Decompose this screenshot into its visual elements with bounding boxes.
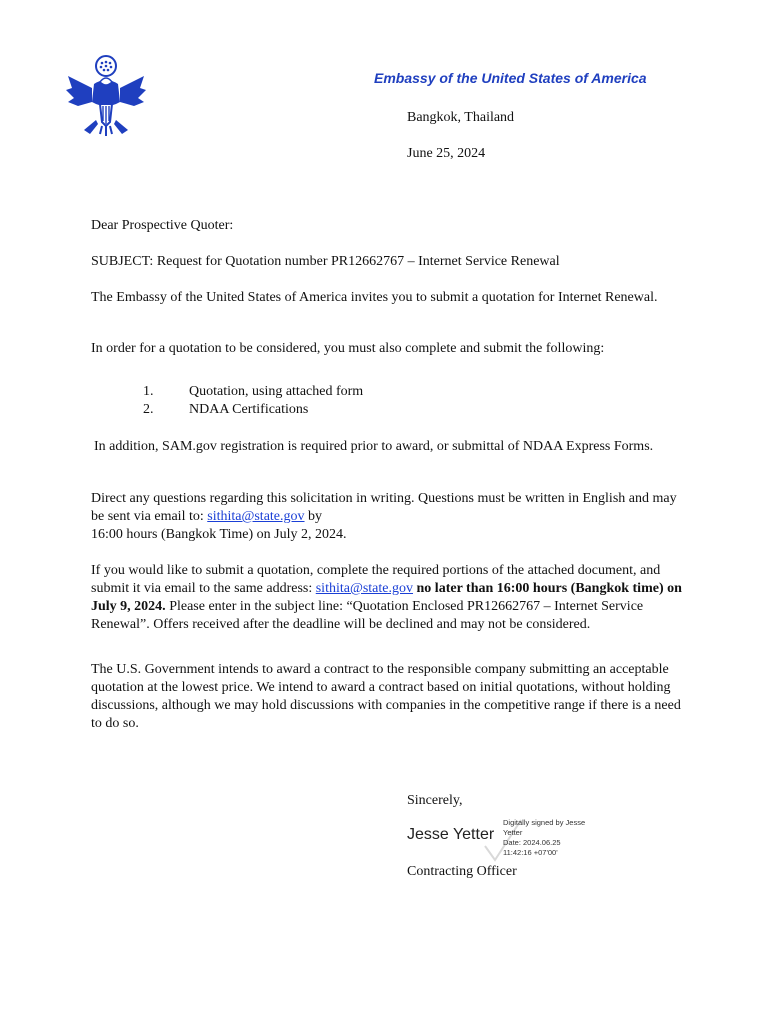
requirements-list — [143, 383, 363, 419]
subject-line: SUBJECT: Request for Quotation number PR12662767 – Internet Service Renewal — [91, 254, 560, 269]
digital-signature-line: Yetter — [503, 828, 523, 837]
list-item — [143, 383, 363, 401]
submission-deadline: no later than 16:00 hours (Bangkok time) on July 9, 2024. — [91, 581, 682, 614]
requirements-paragraph: In order for a quotation to be considered, you must also complete and submit the following: — [91, 341, 605, 356]
questions-paragraph — [91, 490, 691, 544]
submission-instructions: Please enter in the subject line: “Quotation Enclosed PR12662767 – Internet Service Renewal”. Offers received after the deadline will be declined and may not be considered. — [91, 599, 644, 632]
questions-deadline: 16:00 hours (Bangkok Time) on July 2, 2024. — [91, 527, 347, 542]
letter-date: June 25, 2024 — [407, 146, 486, 161]
closing-salutation: Sincerely, — [407, 793, 463, 808]
questions-text: Direct any questions regarding this solicitation in writing. Questions must be written in English and may be sent via email to: — [91, 491, 677, 524]
list-item-text: Quotation, using attached form — [189, 384, 364, 399]
email-link[interactable]: sithita@state.gov — [315, 581, 414, 596]
invitation-paragraph: The Embassy of the United States of America invites you to submit a quotation for Internet Renewal. — [91, 290, 658, 305]
letter-location: Bangkok, Thailand — [407, 110, 515, 125]
list-item — [143, 401, 363, 419]
list-item-number: 1. — [143, 384, 154, 399]
submission-paragraph — [91, 562, 691, 634]
submission-text: If you would like to submit a quotation, complete the required portions of the attached document, and submit it via email to the same address: — [91, 563, 661, 596]
award-paragraph: The U.S. Government intends to award a contract to the responsible company submitting an acceptable quotation at the lowest price. We intend to award a contract based on initial quotations, without holding discussions, although we may hold discussions with companies in the competitive range if there is a need to do so. — [91, 662, 681, 731]
signature-name: Jesse Yetter — [407, 826, 495, 843]
list-item-text: NDAA Certifications — [189, 402, 309, 417]
greeting: Dear Prospective Quoter: — [91, 218, 234, 233]
email-link[interactable]: sithita@state.gov — [207, 509, 305, 524]
list-item-number: 2. — [143, 402, 154, 417]
digital-signature-line: 11:42:16 +07'00' — [503, 848, 558, 857]
sam-registration-paragraph: In addition, SAM.gov registration is required prior to award, or submittal of NDAA Express Forms. — [94, 439, 654, 454]
embassy-name: Embassy of the United States of America — [374, 70, 647, 86]
digital-signature-line: Digitally signed by Jesse — [503, 818, 586, 827]
great-seal-icon — [64, 54, 148, 138]
questions-text-end: by — [304, 509, 323, 524]
signer-title: Contracting Officer — [407, 864, 517, 879]
digital-signature-block — [503, 818, 613, 858]
digital-signature-line: Date: 2024.06.25 — [503, 838, 561, 847]
